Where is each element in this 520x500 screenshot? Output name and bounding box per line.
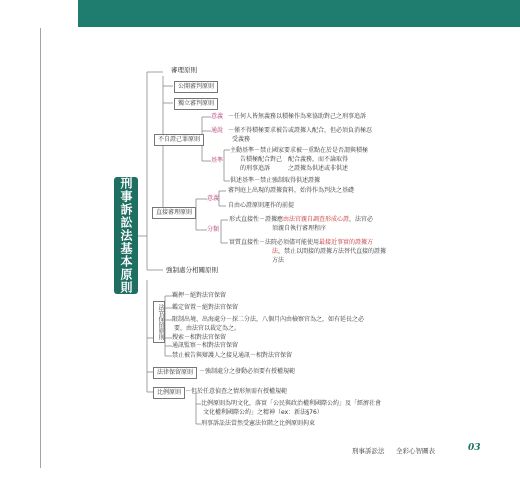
warrant-item-3b: 要，由法官以裁定為之。 (174, 325, 241, 332)
footer-subtitle: 全彩心智圖表 (396, 447, 435, 455)
basis-b: 供述基準－禁止強制取得供述證據 (230, 177, 321, 184)
page-number: 03 (468, 443, 481, 453)
formal-line-2: 須親自執行審理程序 (272, 225, 327, 232)
proportionality-text: －但於任意偵查之情形無需有授權規範 (185, 388, 288, 395)
direct-review-box: 直接審理原則 (152, 207, 196, 219)
notice-tag: 通說 (211, 127, 224, 134)
proportionality-sub-b: 文化權利國際公約」之精神（ex：新法§76） (203, 409, 323, 416)
notice-text-2: 受義務 (232, 136, 251, 143)
material-line-3: 方法 (272, 257, 285, 264)
warrant-item-6: 禁止被告與辯護人之接見通訊－相對法官保留 (172, 352, 293, 359)
basis-a-2: 告積極配合對己 配合義務，而不論取得 (240, 156, 349, 163)
notice-text-1: －僅不得積極要求被告或證據人配合，但必須負消極忍 (228, 127, 373, 134)
warrant-item-1: 羈押－絕對法官保留 (172, 292, 227, 299)
legal-reservation-box: 法律保留原則 (153, 367, 197, 379)
page-title: 刑事訴訟法基本原則 (114, 177, 138, 294)
footer-book-title: 刑事訴訟法 (352, 447, 385, 455)
warrant-item-4: 搜索－相對法官保留 (172, 334, 227, 341)
direct-meaning-tag: 意義 (207, 195, 220, 202)
material-line-2: 法，禁止以間接的證據方法替代直接的證據 (272, 248, 387, 255)
warrant-item-3: 限制出境、出海處分－採二分法，八個月內由檢察官為之，如有延長之必 (172, 316, 365, 323)
warrant-principle-box: 法官保留原則 (153, 301, 165, 343)
direct-meaning-b: 自由心證原則運作的前提 (228, 202, 295, 209)
material-line-1: 實質直接性－法院必須儘可能使用最接近事實的證據方 (229, 239, 374, 246)
category-tag: 分類 (207, 226, 220, 233)
section-review: 審理原則 (171, 66, 197, 74)
public-trial-box: 公開審判原則 (174, 81, 218, 93)
direct-meaning-a: 審判庭上出現的證據資料，始得作為判決之基礎 (228, 187, 355, 194)
proportionality-sub-c: 刑事訴訟法當然受憲法位階之比例原則拘束 (201, 420, 316, 427)
basis-a-1: 主動基準－禁止國家要求被一重點在於是否謂與積極 (230, 147, 369, 154)
formal-line-1: 形式直接性－證據應由法官親自調查形成心證，法官必 (229, 216, 374, 223)
proportionality-sub-a: 比例原則為明文化，落實「公民與政治權利國際公約」及「經濟社會 (201, 400, 382, 407)
no-self-incrimination-box: 不自證己罪原則 (154, 134, 204, 146)
proportionality-box: 比例原則 (153, 387, 185, 399)
basis-tag: 基準 (211, 157, 224, 164)
meaning-tag: 意義 (211, 113, 224, 120)
meaning-text: －任何人皆無義務以積極作為來協助對己之刑事追訴 (228, 113, 367, 120)
basis-a-3: 的刑事追訴 之證據為供述或非供述 (240, 165, 349, 172)
warrant-item-5: 通訊監察－相對法官保留 (172, 342, 239, 349)
section-compulsory: 強制處分相關原則 (166, 266, 218, 274)
independence-box: 獨立審判原則 (174, 98, 218, 110)
warrant-item-2: 鑑定留置－絕對法官保留 (172, 304, 239, 311)
legal-reservation-text: －強制處分之發動必須要有授權規範 (199, 368, 296, 375)
